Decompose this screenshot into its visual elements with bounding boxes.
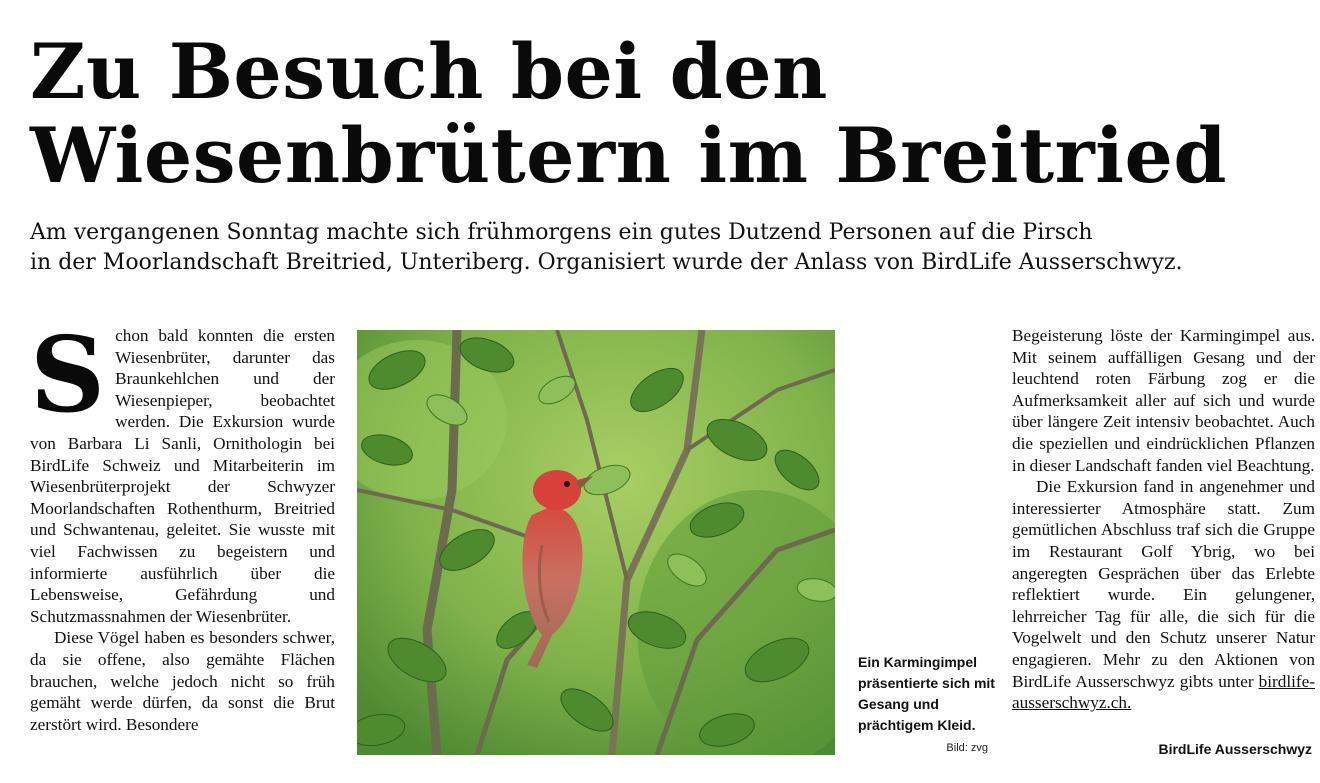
website-link[interactable]: birdlife-ausserschwyz.ch. — [1012, 671, 1315, 713]
lead-line-1: Am vergangenen Sonntag machte sich frühmorgens ein gutes Dutzend Personen auf die Pirsch — [30, 220, 1093, 245]
lead-paragraph — [30, 218, 1300, 278]
text-column-right — [1012, 325, 1315, 745]
lead-line-2: in der Moorlandschaft Breitried, Unteriberg. Organisiert wurde der Anlass von BirdLife Ausserschwyz. — [30, 250, 1183, 275]
headline-line-1: Zu Besuch bei den — [30, 27, 828, 116]
karmingimpel-photo-illustration — [357, 330, 835, 755]
headline — [30, 27, 1300, 200]
author-byline: BirdLife Ausserschwyz — [1158, 741, 1312, 757]
paragraph-1: chon bald konnten die ersten Wiesenbrüter, darunter das Braunkehlchen und der Wiesenpieper, beobachtet werden. Die Exkursion wurde von Barbara Li Sanli, Ornithologin bei BirdLife Schweiz und Mitarbeiterin im Wiesenbrüterprojekt der Schwyzer Moorlandschaften Rothenthurm, Breitried und Schwantenau, geleitet. Sie wusste mit viel Fachwissen zu begeistern und informierte ausführlich über die Lebensweise, Gefährdung und Schutzmassnahmen der Wiesenbrüter. — [30, 326, 335, 626]
paragraph-3: Begeisterung löste der Karmingimpel aus. Mit seinem auffälligen Gesang und der leuchtend roten Färbung zog er die Aufmerksamkeit aller auf sich und wurde über längere Zeit intensiv beobachtet. Auch die speziellen und eindrücklichen Pflanzen in dieser Landschaft fanden viel Beachtung. — [1012, 326, 1315, 475]
paragraph-4 — [1012, 476, 1315, 714]
paragraph-4-text: Die Exkursion fand in angenehmer und interessierter Atmosphäre statt. Zum gemütlichen Abschluss traf sich die Gruppe im Restaurant Golf Ybrig, wo bei angeregten Gesprächen über das Erlebte reflektiert wurde. Ein gelungener, lehrreicher Tag für alle, die sich für die Vogelwelt und den Schutz unserer Natur engagieren. Mehr zu den Aktionen von BirdLife Ausserschwyz gibts unter — [1012, 477, 1315, 691]
headline-line-2: Wiesenbrütern im Breitried — [30, 111, 1228, 200]
paragraph-2: Diese Vögel haben es besonders schwer, da sie offene, also gemähte Flächen brauchen, welche jedoch nicht so früh gemäht werde dürfen, da sonst die Brut zerstört wird. Besondere — [30, 628, 335, 734]
text-column-left — [30, 325, 335, 765]
dropcap: S — [30, 325, 106, 436]
photo-credit: Bild: zvg — [946, 742, 988, 754]
photo-caption: Ein Karmingimpel präsentierte sich mit Gesang und prächtigem Kleid. — [858, 654, 995, 733]
bird-photo — [357, 330, 835, 755]
